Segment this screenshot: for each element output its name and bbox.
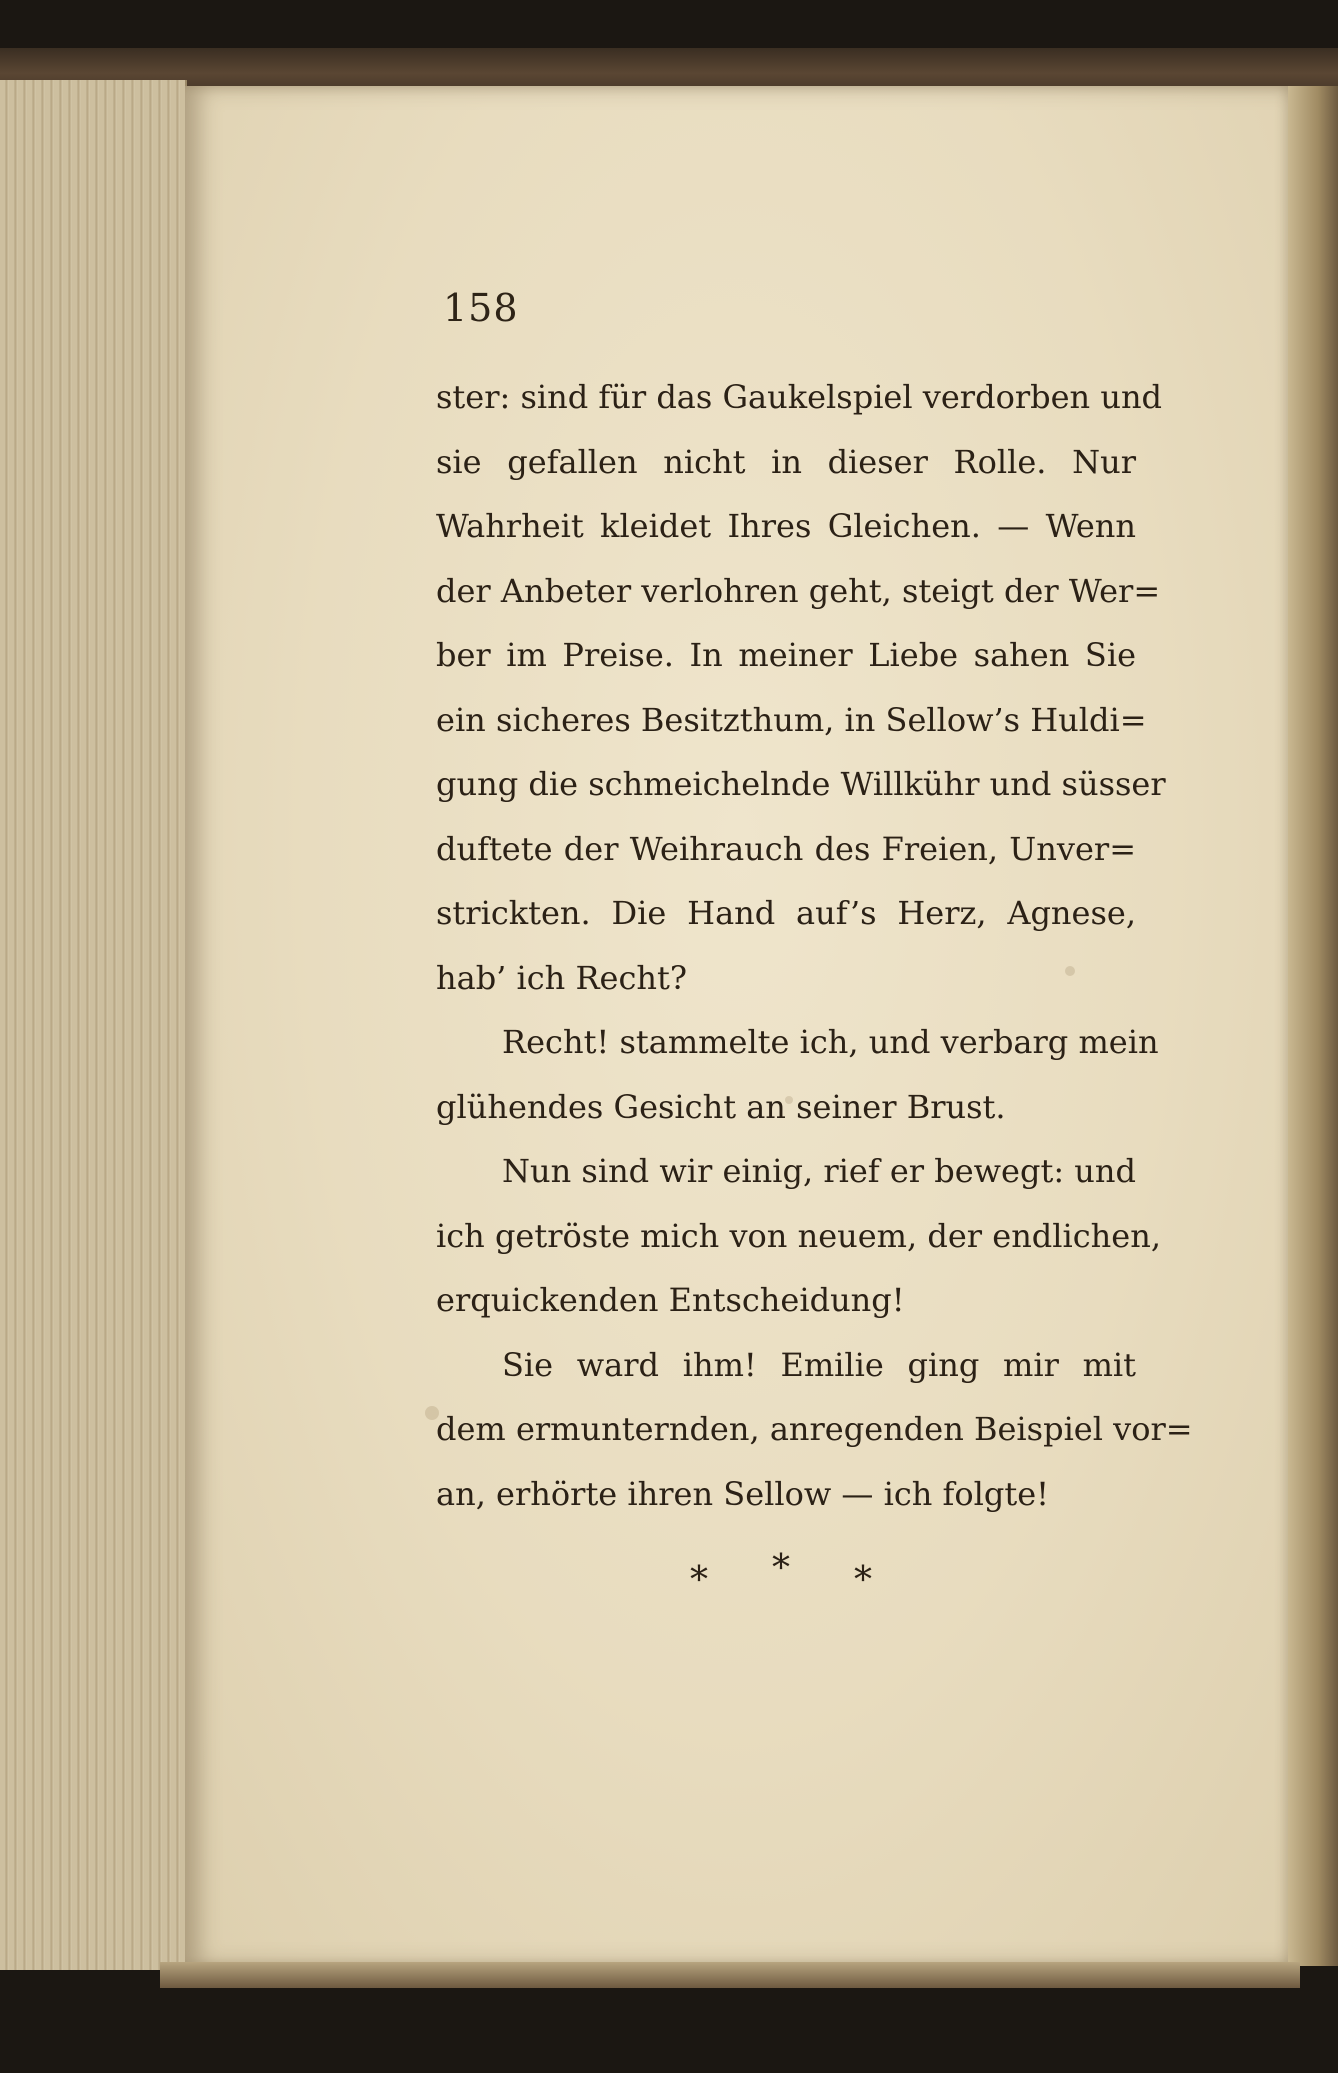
text-line: Wahrheit kleidet Ihres Gleichen. — Wenn	[436, 507, 1136, 545]
page-edges-right	[1288, 86, 1338, 1966]
text-line: an, erhörte ihren Sellow — ich folgte!	[436, 1474, 1050, 1513]
text-line: ein sicheres Besitzthum, in Sellow’s Huldi=	[436, 700, 1147, 739]
text-line: gung die schmeichelnde Willkühr und süsser	[436, 765, 1166, 803]
text-line: erquickenden Entscheidung!	[436, 1281, 905, 1319]
page-edges-bottom	[160, 1962, 1300, 1988]
text-line: der Anbeter verlohren geht, steigt der Wer=	[436, 571, 1161, 610]
text-line: ich getröste mich von neuem, der endlichen,	[436, 1216, 1161, 1255]
text-line: ster: sind für das Gaukelspiel verdorben und	[436, 378, 1163, 416]
text-line: Recht! stammelte ich, und verbarg mein	[502, 1023, 1159, 1061]
text-line: strickten. Die Hand auf’s Herz, Agnese,	[436, 894, 1136, 932]
asterisk: *	[690, 1560, 708, 1601]
text-line: glühendes Gesicht an seiner Brust.	[436, 1087, 1006, 1126]
text-line: sie gefallen nicht in dieser Rolle. Nur	[436, 442, 1136, 481]
book-cover-top	[0, 48, 1338, 90]
body-text	[436, 365, 1193, 1526]
page-edges-left	[0, 80, 187, 1970]
text-line: hab’ ich Recht?	[436, 958, 688, 997]
asterisk: *	[772, 1548, 790, 1589]
text-line: Nun sind wir einig, rief er bewegt: und	[502, 1152, 1136, 1190]
section-separator	[690, 1548, 890, 1608]
text-line: duftete der Weihrauch des Freien, Unver=	[436, 829, 1136, 868]
asterisk: *	[854, 1560, 872, 1601]
text-line: ber im Preise. In meiner Liebe sahen Sie	[436, 636, 1136, 674]
text-line: dem ermunternden, anregenden Beispiel vor=	[436, 1410, 1193, 1448]
page-number: 158	[443, 286, 519, 330]
text-line: Sie ward ihm! Emilie ging mir mit	[502, 1345, 1136, 1384]
